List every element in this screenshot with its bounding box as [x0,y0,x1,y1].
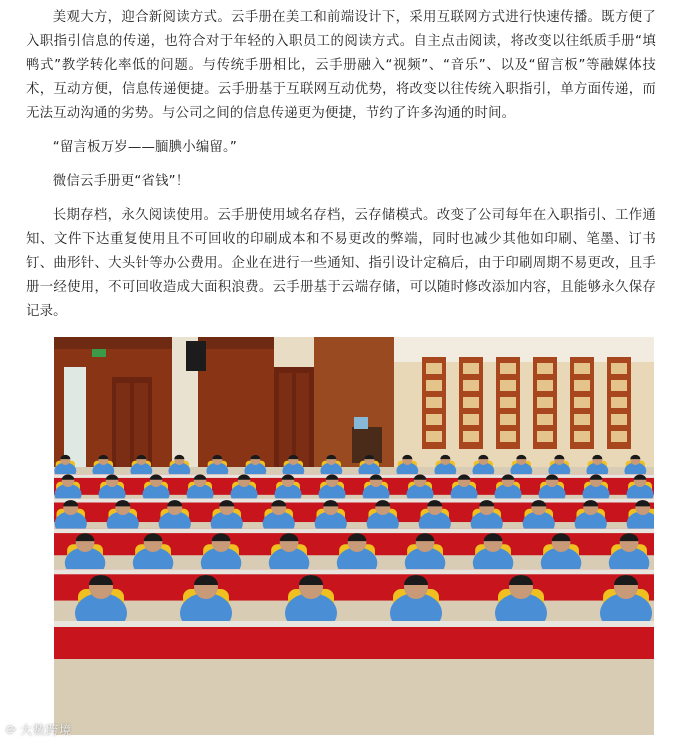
swirl-logo-icon: ⟳ [6,723,18,737]
paragraph-cloud-storage: 长期存档，永久阅读使用。云手册使用域名存档，云存储模式。改变了公司每年在入职指引、工作通知、文件下达重复使用且不可回收的印刷成本和不易更改的弊端，同时也减少其他如印刷、笔墨、订书钉、曲形针、大头针等办公费用。企业在进行一些通知、指引设计定稿后，由于印刷周期不易更改，且手册一经使用，不可回收造成大面积浪费。云手册基于云端存储，可以随时修改添加内容，且能够永久保存记录。 [26,208,656,319]
watermark-text: 大数跨境 [20,723,73,737]
watermark [6,721,72,738]
article-body [26,0,656,324]
paragraph-cloud-manual-design: 美观大方，迎合新阅读方式。云手册在美工和前端设计下，采用互联网方式进行快速传播。既方便了入职指引信息的传递，也符合对于年轻的入职员工的阅读方式。自主点击阅读，将改变以往纸质手册“填鸭式”教学转化率低的问题。与传统手册相比，云手册融入“视频”、“音乐”、以及“留言板”等融媒体技术，互动方便，信息传递便捷。云手册基于互联网互动优势，将改变以往传统入职指引，单方面传递，而无法互动沟通的劣势。与公司之间的信息传递更为便捷，节约了许多沟通的时间。 [26,10,656,121]
paragraph-save-money-heading: 微信云手册更“省钱”！ [52,174,190,189]
training-classroom-photo [54,337,654,735]
paragraph-message-board-quote: “留言板万岁——腼腆小编留。” [52,140,238,155]
